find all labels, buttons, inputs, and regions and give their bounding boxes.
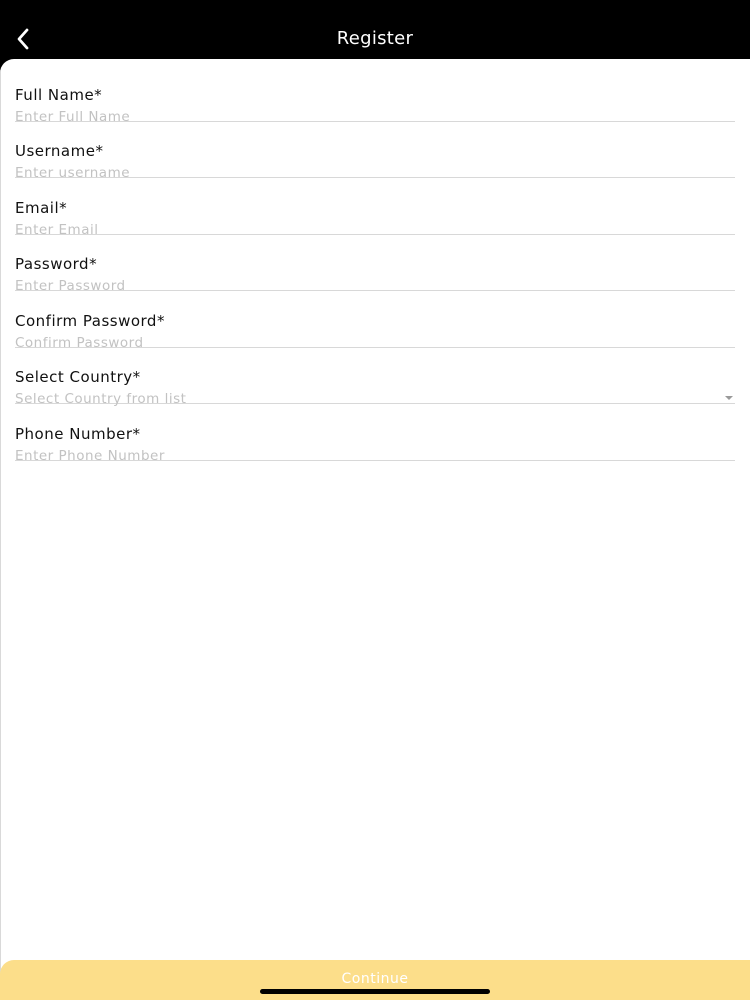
email-field (15, 178, 735, 235)
email-label: Email* (15, 199, 68, 217)
password-field (15, 234, 735, 291)
phone-input[interactable] (15, 447, 715, 465)
phone-field (15, 404, 735, 461)
home-indicator (260, 989, 490, 994)
country-label: Select Country* (15, 368, 141, 386)
caret-down-icon[interactable] (725, 396, 733, 400)
register-form (0, 59, 750, 1000)
username-label: Username* (15, 142, 104, 160)
phone-label: Phone Number* (15, 425, 141, 443)
password-label: Password* (15, 255, 98, 273)
full-name-field (15, 65, 735, 122)
country-field[interactable] (15, 347, 735, 404)
continue-label: Continue (341, 971, 409, 987)
username-field (15, 121, 735, 178)
confirm-password-label: Confirm Password* (15, 312, 165, 330)
full-name-label: Full Name* (15, 86, 103, 104)
page-title: Register (336, 28, 414, 49)
continue-button[interactable] (0, 960, 750, 1000)
confirm-password-field (15, 291, 735, 348)
